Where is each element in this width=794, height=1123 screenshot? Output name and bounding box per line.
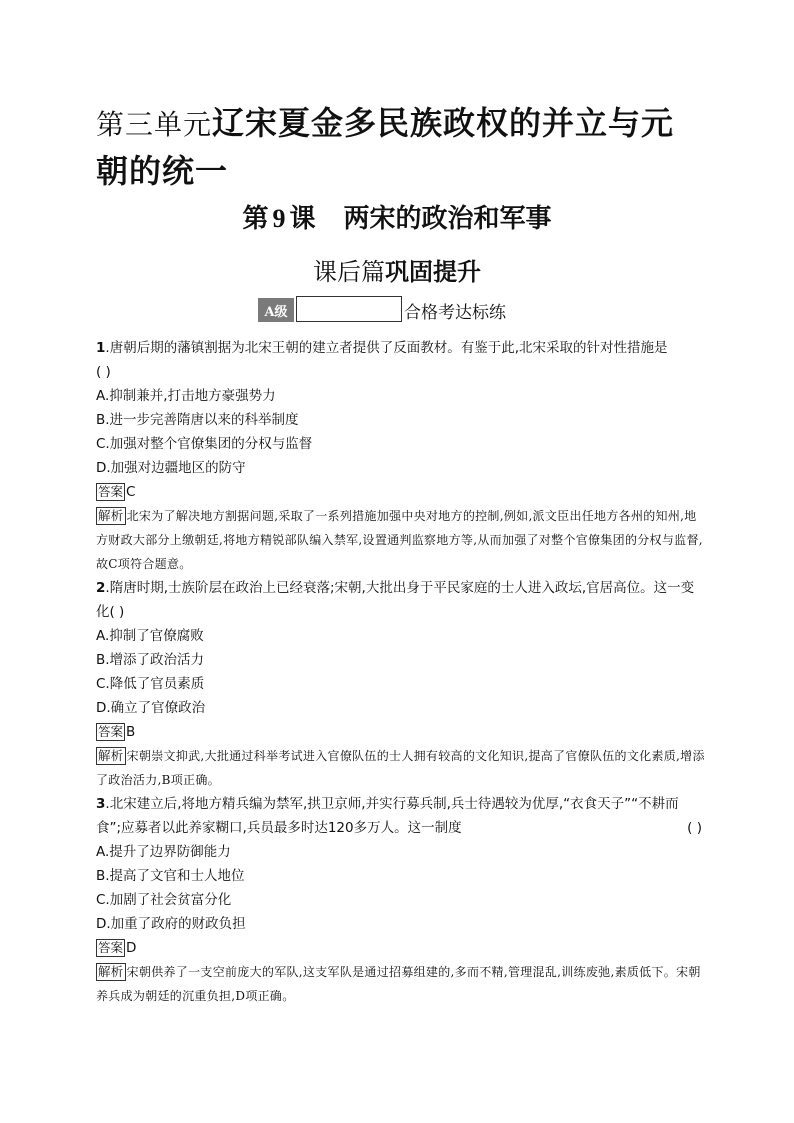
option-d: D.加重了政府的财政负担 [96, 916, 246, 932]
section-part-b: 巩固提升 [385, 258, 481, 286]
analysis-text: 宋朝崇文抑武,大批通过科举考试进入官僚队伍的士人拥有较高的文化知识,提高了官僚队伍的文化素质,增添了政治活力,B项正确。 [96, 749, 705, 787]
section-part-a: 课后篇 [313, 258, 385, 286]
analysis-text: 北宋为了解决地方割据问题,采取了一系列措施加强中央对地方的控制,例如,派文臣出任地方各州的知州,地方财政大部分上缴朝廷,将地方精锐部队编入禁军,设置通判监察地方等,从而加强了对整个官僚集团的分权与监督,故C项符合题意。 [96, 509, 703, 571]
answer-paren: ( ) [109, 604, 125, 620]
question-stem: .北宋建立后,将地方精兵编为禁军,拱卫京师,并实行募兵制,兵士待遇较为优厚,“衣食天子”“不耕而 [105, 796, 679, 812]
question-number: 1 [96, 340, 106, 356]
option-a: A.抑制了官僚腐败 [96, 628, 204, 644]
answer-tag: 答案 [98, 940, 124, 955]
option-c: C.加剧了社会贫富分化 [96, 892, 232, 908]
answer-tag: 答案 [98, 724, 124, 739]
level-badge: A级 [258, 298, 294, 322]
option-d: D.加强对边疆地区的防守 [96, 460, 246, 476]
lesson-name: 两宋的政治和军事 [343, 204, 552, 234]
question-stem-cont: 食”;应募者以此养家糊口,兵员最多时达120多万人。这一制度 [96, 820, 462, 836]
unit-main-title: 辽宋夏金多民族政权的并立与元朝的统一 [96, 104, 675, 190]
lesson-prefix: 第 [242, 204, 269, 234]
answer-paren: ( ) [96, 364, 111, 380]
section-title [0, 252, 794, 287]
questions-area [96, 336, 706, 1008]
lesson-title [0, 198, 794, 235]
question-number: 3 [96, 796, 106, 812]
answer-tag: 答案 [98, 484, 124, 499]
option-b: B.提高了文官和士人地位 [96, 868, 245, 884]
option-a: A.抑制兼并,打击地方豪强势力 [96, 388, 276, 404]
lesson-number: 9 [272, 204, 286, 233]
analysis-tag: 解析 [98, 748, 124, 763]
option-b: B.进一步完善隋唐以来的科举制度 [96, 412, 299, 428]
question-number: 2 [96, 580, 106, 596]
answer-value: D [126, 940, 137, 956]
option-c: C.降低了官员素质 [96, 676, 205, 692]
question-3 [96, 792, 706, 1008]
answer-paren: ( ) [687, 820, 702, 836]
level-header [258, 296, 506, 326]
option-c: C.加强对整个官僚集团的分权与监督 [96, 436, 313, 452]
level-score-box [296, 296, 402, 322]
answer-value: B [126, 724, 136, 740]
level-label: 合格考达标练 [404, 303, 506, 323]
question-1 [96, 336, 706, 576]
answer-value: C [126, 484, 136, 500]
option-d: D.确立了官僚政治 [96, 700, 206, 716]
analysis-text: 宋朝供养了一支空前庞大的军队,这支军队是通过招募组建的,多而不精,管理混乱,训练废弛,素质低下。宋朝养兵成为朝廷的沉重负担,D项正确。 [96, 965, 701, 1003]
analysis-tag: 解析 [98, 964, 124, 979]
question-stem: .唐朝后期的藩镇割据为北宋王朝的建立者提供了反面教材。有鉴于此,北宋采取的针对性措施是 [105, 340, 668, 356]
unit-title [96, 100, 706, 194]
question-2 [96, 576, 706, 792]
option-b: B.增添了政治活力 [96, 652, 205, 668]
question-stem: .隋唐时期,士族阶层在政治上已经衰落;宋朝,大批出身于平民家庭的士人进入政坛,官居高位。这一变 [105, 580, 695, 596]
unit-prefix: 第三单元 [96, 108, 213, 141]
option-a: A.提升了边界防御能力 [96, 844, 231, 860]
lesson-suffix: 课 [289, 204, 316, 234]
analysis-tag: 解析 [98, 508, 124, 523]
question-stem-cont: 化 [96, 604, 110, 620]
